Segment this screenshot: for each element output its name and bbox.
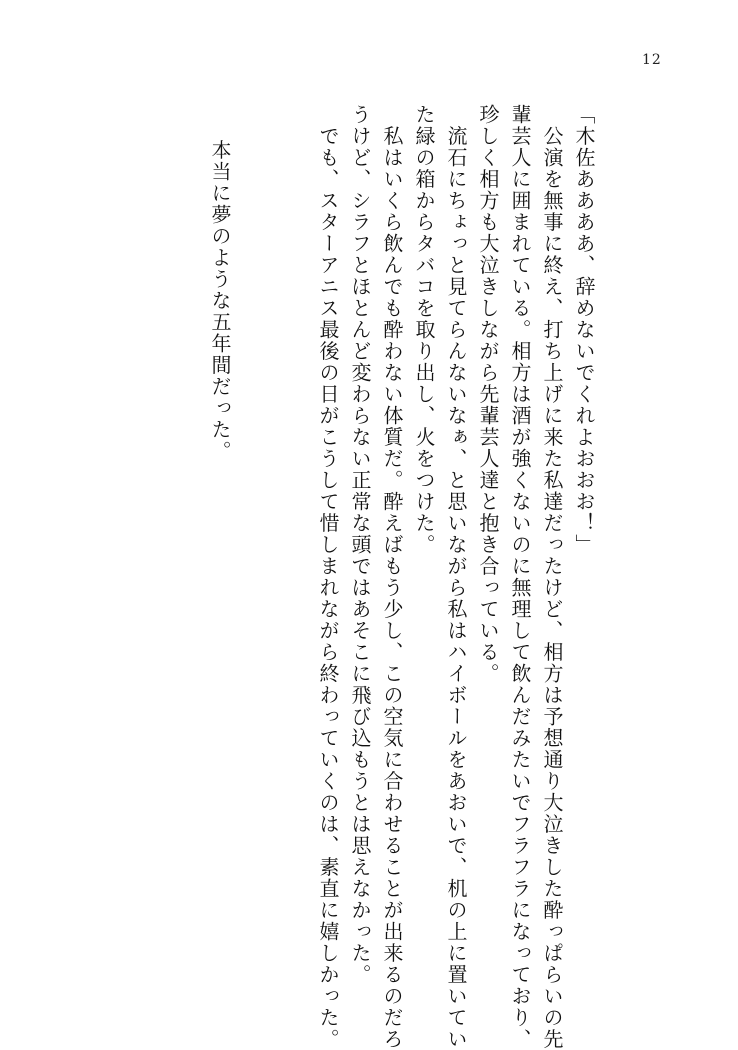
- text-line-5: 流石にちょっと見てらんないなぁ、と思いながら私はハイボールをあおいで、机の上に置いてい: [444, 104, 468, 1050]
- text-line-2: 公演を無事に終え、打ち上げに来た私達だったけど、相方は予想通り大泣きした酔っぱらいの先: [540, 104, 564, 1050]
- closing-paragraph: [184, 118, 256, 462]
- text-line-6: た緑の箱からタバコを取り出し、火をつけた。: [412, 104, 436, 556]
- text-line-1: 「木佐ああああ、辞めないでくれよおおお！」: [572, 104, 596, 556]
- page-number: 12: [642, 52, 662, 68]
- body-text: [312, 104, 600, 1050]
- text-line-7: 私はいくら飲んでも酔わない体質だ。酔えばもう少し、この空気に合わせることが出来るのだろ: [380, 104, 404, 1050]
- text-line-4: 珍しく相方も大泣きしながら先輩芸人達と抱き合っている。: [476, 104, 500, 685]
- text-line-8: うけど、シラフとほとんど変わらない正常な頭ではあそこに飛び込もうとは思えなかった。: [348, 104, 372, 986]
- closing-line: 本当に夢のような五年間だった。: [208, 118, 232, 462]
- text-line-9: でも、スターアニス最後の日がこうして惜しまれながら終わっていくのは、素直に嬉しかった。: [316, 104, 340, 1050]
- text-line-3: 輩芸人に囲まれている。相方は酒が強くないのに無理して飲んだみたいでフラフラになっており、: [508, 104, 532, 1050]
